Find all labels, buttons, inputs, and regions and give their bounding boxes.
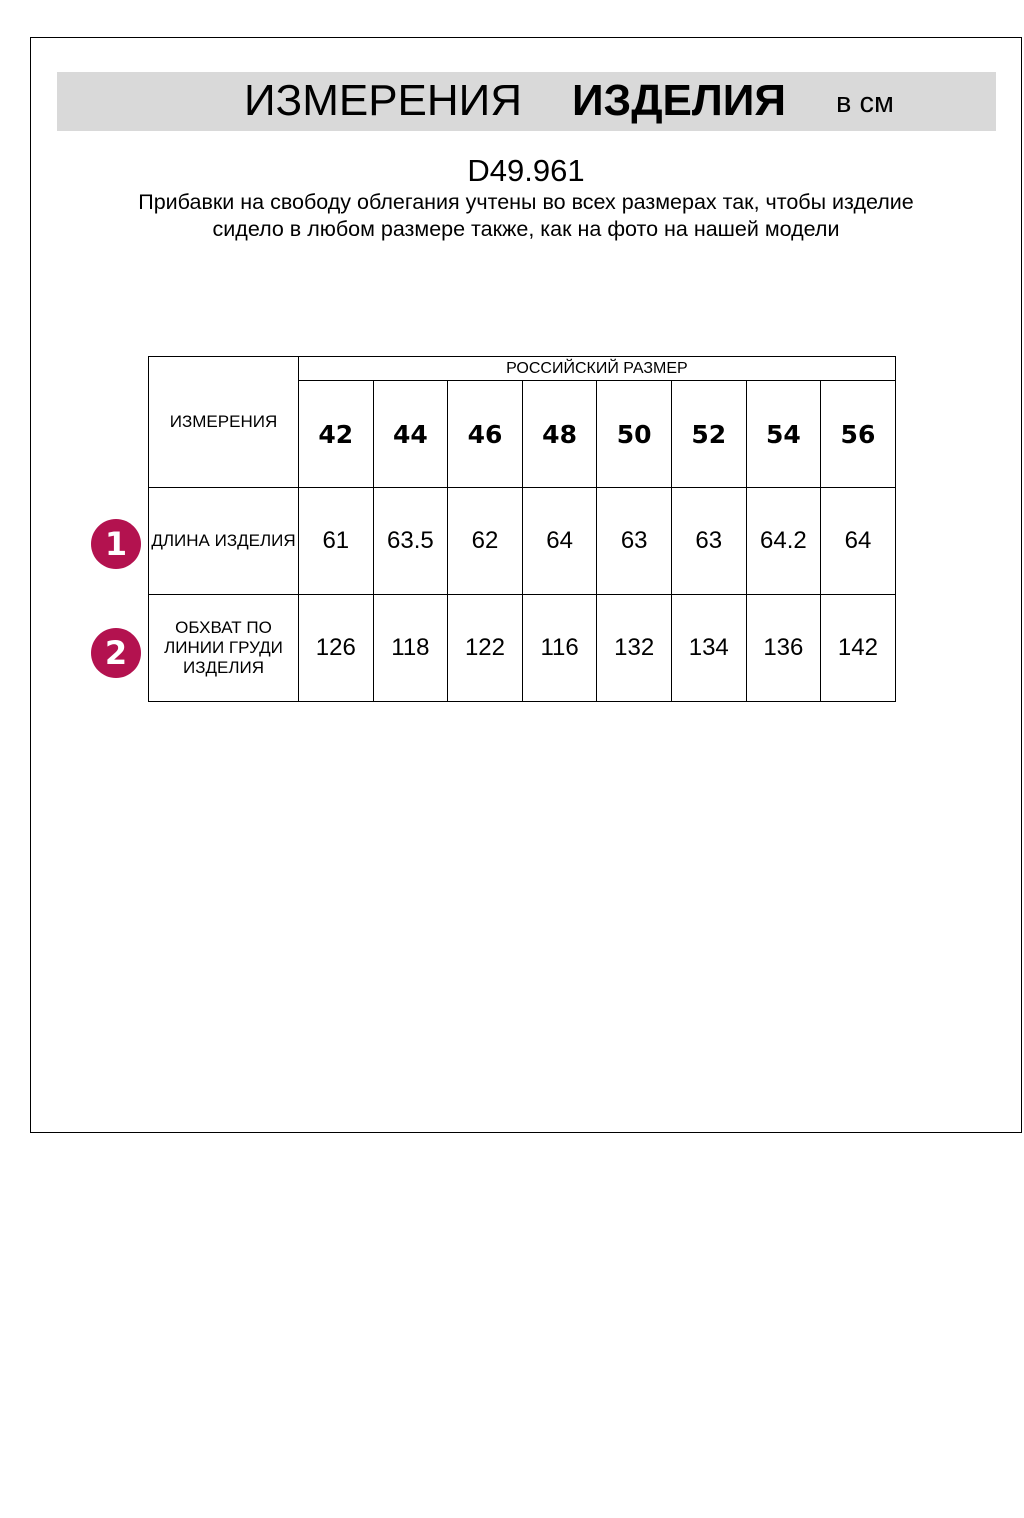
table-cell: 126 (299, 595, 374, 702)
table-cell: 134 (671, 595, 746, 702)
table-cell: 63 (671, 488, 746, 595)
article-number: D49.961 (467, 153, 585, 188)
row-number-badge-2: 2 (91, 628, 141, 678)
table-cell: 63.5 (373, 488, 448, 595)
table-cell: 64 (522, 488, 597, 595)
table-cell: 132 (597, 595, 672, 702)
table-cell: 116 (522, 595, 597, 702)
row-label-chest: ОБХВАТ ПО ЛИНИИ ГРУДИ ИЗДЕЛИЯ (149, 595, 299, 702)
table-cell: 142 (821, 595, 896, 702)
table-cell: 61 (299, 488, 374, 595)
size-header: 50 (597, 381, 672, 488)
measure-header: ИЗМЕРЕНИЯ (149, 357, 299, 488)
table-cell: 136 (746, 595, 821, 702)
size-header: 48 (522, 381, 597, 488)
size-table (148, 356, 896, 702)
size-header: 54 (746, 381, 821, 488)
unit-label: в см (836, 87, 894, 119)
page-title-product: ИЗДЕЛИЯ (572, 76, 787, 125)
page-title-measurements: ИЗМЕРЕНИЯ (244, 76, 523, 125)
size-header: 44 (373, 381, 448, 488)
table-cell: 62 (448, 488, 523, 595)
table-cell: 63 (597, 488, 672, 595)
size-header: 52 (671, 381, 746, 488)
size-header: 46 (448, 381, 523, 488)
row-number-badge-1: 1 (91, 519, 141, 569)
table-cell: 118 (373, 595, 448, 702)
size-group-header: РОССИЙСКИЙ РАЗМЕР (299, 357, 896, 381)
table-cell: 122 (448, 595, 523, 702)
table-cell: 64.2 (746, 488, 821, 595)
table-cell: 64 (821, 488, 896, 595)
size-header: 56 (821, 381, 896, 488)
size-header: 42 (299, 381, 374, 488)
fit-note: Прибавки на свободу облегания учтены во всех размерах так, чтобы изделие сидело в любом размере также, как на фото на нашей модели (138, 190, 914, 241)
table-row (149, 595, 896, 702)
row-label-length: ДЛИНА ИЗДЕЛИЯ (149, 488, 299, 595)
table-row (149, 488, 896, 595)
